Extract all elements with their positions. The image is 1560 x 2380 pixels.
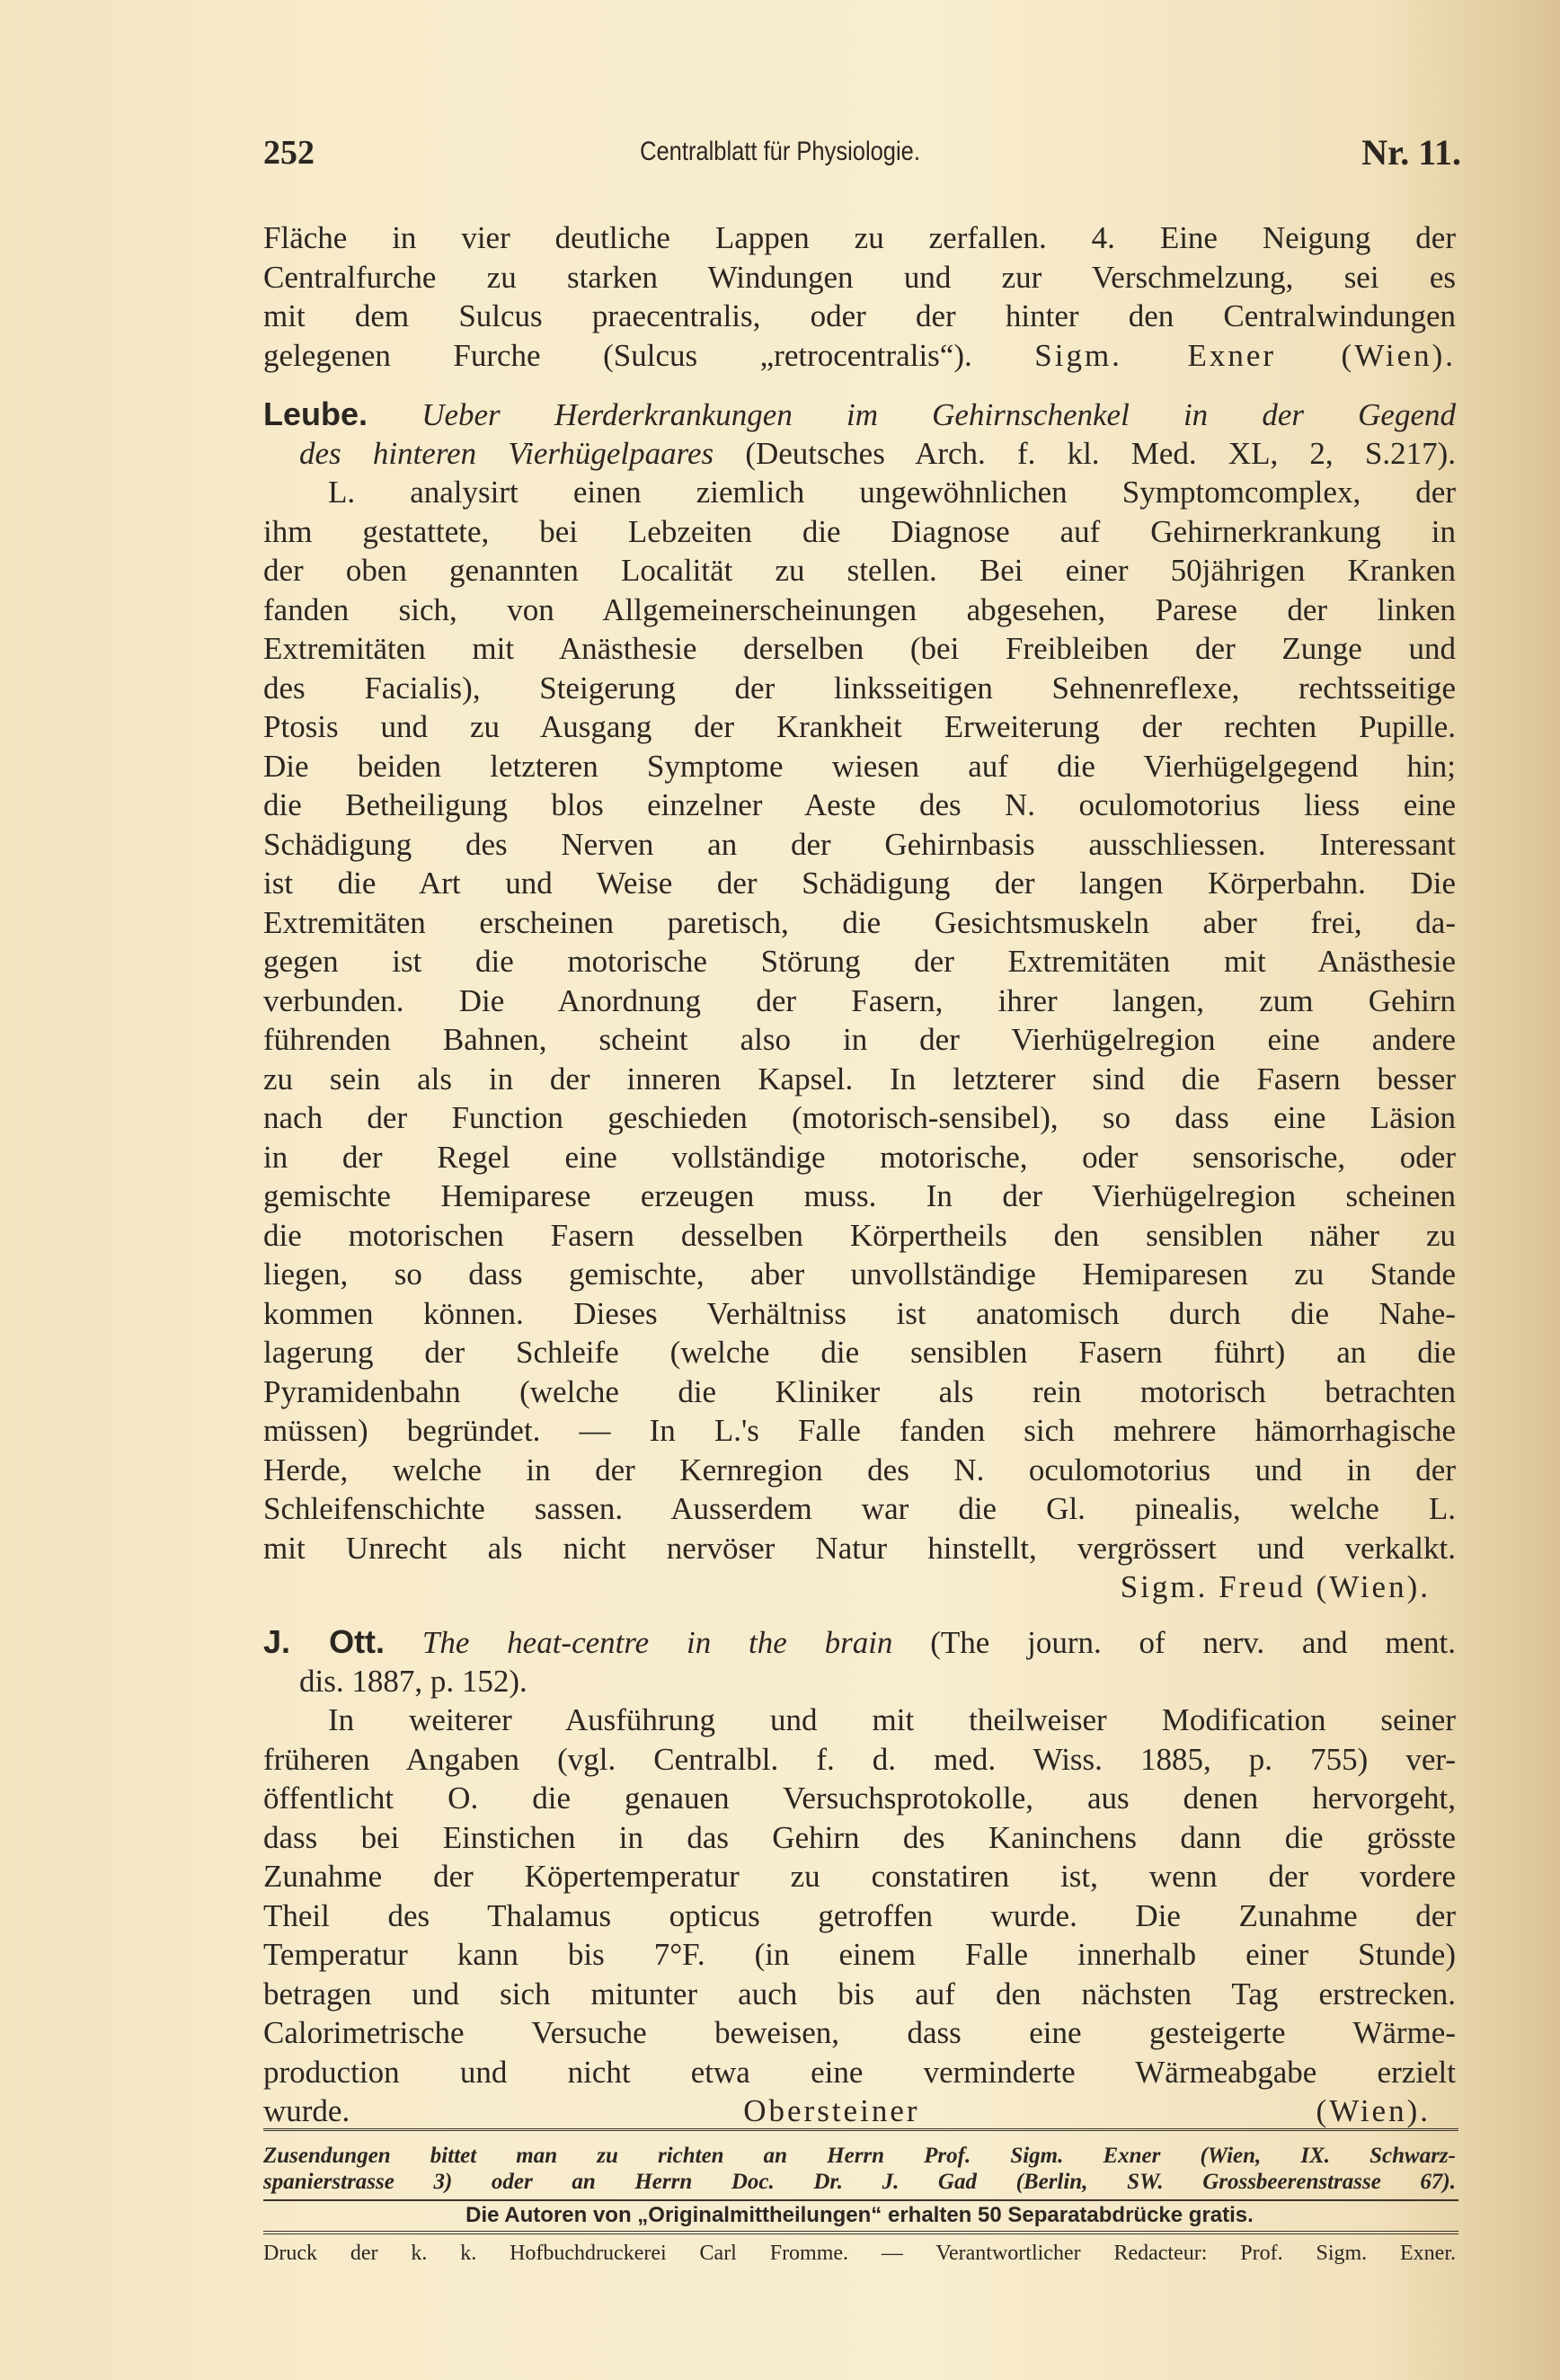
text-line: früheren Angaben (vgl. Centralbl. f. d. med. Wiss. 1885, p. 755) ver- (263, 1741, 1456, 1777)
editorial-notice-line: Zusendungen bittet man zu richten an Herrn Prof. Sigm. Exner (Wien, IX. Schwarz- (263, 2144, 1456, 2168)
issue-number: Nr. 11. (1361, 132, 1461, 173)
text-line: Calorimetrische Versuche beweisen, dass eine gesteigerte Wärme- (263, 2015, 1456, 2050)
text-line: Zunahme der Köpertemperatur zu constatiren ist, wenn der vordere (263, 1859, 1456, 1894)
text-line: Pyramidenbahn (welche die Kliniker als rein motorisch betrachten (263, 1373, 1456, 1409)
journal-title: Centralblatt für Physiologie. (640, 137, 920, 166)
divider (263, 2128, 1458, 2134)
text-line: die motorischen Fasern desselben Körpertheils den sensiblen näher zu (263, 1217, 1456, 1253)
signature: Sigm. Exner (Wien). (1034, 337, 1457, 373)
text-line: gemischte Hemiparese erzeugen muss. In der Vierhügelregion scheinen (263, 1178, 1456, 1213)
text-line: verbunden. Die Anordnung der Fasern, ihrer langen, zum Gehirn (263, 982, 1456, 1018)
text-line: in der Regel eine vollständige motorische, oder sensorische, oder (263, 1139, 1456, 1175)
text-line: öffentlicht O. die genauen Versuchsprotokolle, aus denen hervorgeht, (263, 1781, 1456, 1816)
offprints-notice: Die Autoren von „Originalmittheilungen“ erhalten 50 Separatabdrücke gratis. (465, 2203, 1254, 2227)
text-line: ist die Art und Weise der Schädigung der langen Körperbahn. Die (263, 866, 1456, 901)
review-ott (263, 1622, 1456, 2131)
review-author: J. Ott. (263, 1623, 386, 1660)
review-citation-continued: dis. 1887, p. 152). (299, 1663, 527, 1699)
review-citation: (The journ. of nerv. and ment. (930, 1625, 1456, 1660)
text-line: der oben genannten Localität zu stellen. Bei einer 50jährigen Kranken (263, 553, 1456, 588)
text-line: Schädigung des Nerven an der Gehirnbasis ausschliessen. Interessant (263, 826, 1456, 862)
text-line: Extremitäten mit Anästhesie derselben (bei Freibleiben der Zunge und (263, 631, 1456, 666)
review-title: Ueber Herderkrankungen im Gehirnschenkel in der Gegend (421, 397, 1457, 432)
text-line: ihm gestattete, bei Lebzeiten die Diagnose auf Gehirnerkrankung in (263, 513, 1456, 549)
text-line: production und nicht etwa eine verminderte Wärmeabgabe erzielt (263, 2054, 1456, 2090)
text-line (263, 336, 1456, 376)
text-line: betragen und sich mitunter auch bis auf den nächsten Tag erstrecken. (263, 1976, 1456, 2011)
review-heading-continued (263, 434, 1456, 474)
text-line: Centralfurche zu starken Windungen und zur Verschmelzung, sei es (263, 259, 1456, 295)
signature-text: Sigm. Freud (Wien). (1120, 1569, 1431, 1604)
text-line: kommen können. Dieses Verhältniss ist anatomisch durch die Nahe- (263, 1295, 1456, 1331)
text-line: Ptosis und zu Ausgang der Krankheit Erweiterung der rechten Pupille. (263, 709, 1456, 744)
text-line: Extremitäten erscheinen paretisch, die Gesichtsmuskeln aber frei, da- (263, 904, 1456, 940)
text-line-content: wurde. (263, 2093, 350, 2128)
text-line: Herde, welche in der Kernregion des N. oculomotorius und in der (263, 1452, 1456, 1488)
text-line: Fläche in vier deutliche Lappen zu zerfallen. 4. Eine Neigung der (263, 220, 1456, 255)
text-line-content: gelegenen Furche (Sulcus „retrocentralis“). (263, 337, 972, 373)
text-line: L. analysirt einen ziemlich ungewöhnlichen Symptomcomplex, der (328, 475, 1456, 510)
text-line: Die beiden letzteren Symptome wiesen auf die Vierhügelgegend hin; (263, 748, 1456, 784)
divider (263, 2231, 1458, 2237)
text-line: nach der Function geschieden (motorisch-sensibel), so dass eine Läsion (263, 1100, 1456, 1135)
text-line (263, 2091, 1456, 2131)
text-line: Theil des Thalamus opticus getroffen wurde. Die Zunahme der (263, 1897, 1456, 1933)
text-line: fanden sich, von Allgemeinerscheinungen abgesehen, Parese der linken (263, 591, 1456, 627)
editorial-notice-line: spanierstrasse 3) oder an Herrn Doc. Dr. J. Gad (Berlin, SW. Grossbeerenstrasse 67). (263, 2170, 1456, 2194)
review-heading (263, 1622, 1456, 1662)
imprint: Druck der k. k. Hofbuchdruckerei Carl Fromme. — Verantwortlicher Redacteur: Prof. Sigm. Exner. (263, 2242, 1456, 2265)
text-line: mit dem Sulcus praecentralis, oder der hinter den Centralwindungen (263, 298, 1456, 333)
review-title-continued: des hinteren Vierhügelpaares (299, 435, 714, 471)
page-number: 252 (263, 134, 315, 172)
divider (263, 2199, 1458, 2201)
text-line: des Facialis), Steigerung der linksseitigen Sehnenreflexe, rechtsseitige (263, 670, 1456, 706)
review-citation: (Deutsches Arch. f. kl. Med. XL, 2, S.217). (745, 435, 1456, 471)
paragraph-exner-continuation (263, 218, 1456, 375)
text-line: dass bei Einstichen in das Gehirn des Kaninchens dann die grösste (263, 1819, 1456, 1855)
text-line: mit Unrecht als nicht nervöser Natur hinstellt, vergrössert und verkalkt. (263, 1530, 1456, 1566)
text-line: liegen, so dass gemischte, aber unvollständige Hemiparesen zu Stande (263, 1257, 1456, 1292)
text-line: Schleifenschichte sassen. Ausserdem war die Gl. pinealis, welche L. (263, 1491, 1456, 1526)
text-line: Temperatur kann bis 7°F. (in einem Falle innerhalb einer Stunde) (263, 1937, 1456, 1972)
review-heading (263, 395, 1456, 434)
text-line: führenden Bahnen, scheint also in der Vierhügelregion eine andere (263, 1022, 1456, 1057)
text-line: zu sein als in der inneren Kapsel. In letzterer sind die Fasern besser (263, 1061, 1456, 1097)
signature: Obersteiner (Wien). (743, 2093, 1431, 2128)
review-leube (263, 395, 1456, 1607)
signature (263, 1567, 1456, 1607)
text-line: müssen) begründet. — In L.'s Falle fanden sich mehrere hämorrhagische (263, 1413, 1456, 1448)
review-title: The heat-centre in the brain (421, 1625, 893, 1660)
text-line: lagerung der Schleife (welche die sensiblen Fasern führt) an die (263, 1335, 1456, 1370)
text-line: gegen ist die motorische Störung der Extremitäten mit Anästhesie (263, 944, 1456, 979)
text-line: In weiterer Ausführung und mit theilweiser Modification seiner (328, 1702, 1456, 1737)
review-author: Leube. (263, 395, 368, 432)
text-line: die Betheiligung blos einzelner Aeste des N. oculomotorius liess eine (263, 787, 1456, 822)
